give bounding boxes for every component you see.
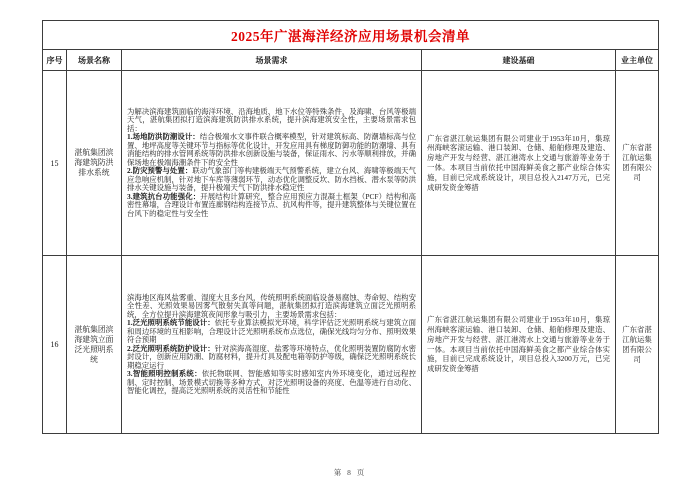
req-item-text: 开展结构计算研究，整合应用预应力混凝土框架（PCF）结构和高密性幕墙，合理设计布置连廊钢结构连接节点、抗风构件等，提升建筑整体与关键位置在台风下的稳定性与安全性 (127, 191, 417, 218)
title-row (43, 21, 659, 50)
req-item-label: 1.泛光照明系统节能设计： (127, 318, 215, 327)
scenario-name-cell: 湛航集团滨海建筑立面泛光照明系统 (67, 256, 122, 434)
req-item (127, 345, 416, 371)
column-header-name: 场景名称 (67, 50, 122, 71)
requirement-cell (122, 71, 422, 256)
header-row (43, 50, 659, 71)
owner-cell: 广东省湛江航运集团有限公司 (616, 71, 659, 256)
req-intro: 为解决滨海建筑面临的海洋环境、沿海地质、地下水位等特殊条件，及海啸、台风等极端天气，湛航集团拟打造滨海建筑防洪排水系统，提升滨海建筑安全性，主要场景需求包括： (127, 106, 416, 133)
column-header-basis: 建设基础 (422, 50, 616, 71)
req-item (127, 319, 416, 345)
opportunity-table (42, 20, 659, 434)
req-item (127, 167, 416, 193)
req-item-label: 1.场地防洪防潮设计： (127, 132, 200, 142)
req-item-text: 针对滨海高湿度、盐雾等环境特点，优化照明装置防腐防水密封设计，创新应用防潮、防腐材料，提升灯具及配电箱等防护等级，确保泛光照明系统长期稳定运行 (127, 343, 416, 370)
basis-cell: 广东省湛江航运集团有限公司建业于1953年10月，集琼州海峡客滚运输、港口装卸、仓储、船舶修理及建造、房地产开发与经营、湛江港湾水上交通与旅游等业务于一体。本项目当前依托中国海鲜美食之都产业综合体实施，目前已完成系统设计，项目总投入2147万元，已完成研发资金筹措 (422, 71, 616, 256)
req-item-text: 依托专业算法模拟光环境，科学评估泛光照明系统与建筑立面和周边环境的互相影响，合理设计泛光照明系统布点选位，确保光线均匀分布、照明效果符合预期 (127, 318, 416, 344)
req-item-text: 结合极端水文事件联合概率模型，针对建筑标高、防潮墙标高与位置、地坪高度等关键环节与指标等优化设计，开发应用具有梯度防御功能的防潮墙、具有消能结构的排水管网系统等防洪排水创新设施与装备，保证雨水、污水等顺利排放，并确保场地在极端海潮条件下的安全性 (127, 132, 416, 167)
req-item-label: 3.智能照明控制系统： (127, 369, 202, 378)
owner-cell: 广东省湛江航运集团有限公司 (616, 256, 659, 434)
scenario-name-cell: 湛航集团滨海建筑防洪排水系统 (67, 71, 122, 256)
column-header-requirement: 场景需求 (122, 50, 422, 71)
page-title: 2025年广湛海洋经济应用场景机会清单 (43, 21, 659, 50)
req-item (127, 133, 416, 167)
req-item-label: 2.防灾预警与处置： (127, 166, 193, 176)
req-item-text: 联动气象部门等构建极端天气预警系统，建立台风、海啸等极端天气应急响应机制，针对地下车库等薄弱环节，动态优化调整反坎、防水挡板、潜水泵等防洪排水关键设施与装备，提升极端天气下防洪排水稳定性 (127, 166, 416, 193)
column-header-owner: 业主单位 (616, 50, 659, 71)
req-item (127, 370, 416, 396)
page-footer: 第 8 页 (333, 468, 367, 477)
table-row (43, 256, 659, 434)
req-intro: 滨海地区海风盐雾重、湿度大且多台风，传统照明系统面临设备易腐蚀、寿命短、结构安全性差、光照效果易因雾气散射失真等问题，湛航集团拟打造滨海建筑立面泛光照明系统，全方位提升滨海建筑夜间形象与吸引力，主要场景需求包括： (127, 292, 416, 319)
column-header-seq: 序号 (43, 50, 67, 71)
table-row (43, 71, 659, 256)
seq-cell: 16 (43, 256, 67, 434)
req-item-label: 2.泛光照明系统防护设计： (127, 343, 215, 353)
req-item-label: 3.建筑抗台功能强化： (127, 191, 201, 201)
seq-cell: 15 (43, 71, 67, 256)
req-item (127, 193, 416, 219)
requirement-cell (122, 256, 422, 434)
basis-cell: 广东省湛江航运集团有限公司建业于1953年10月，集琼州海峡客滚运输、港口装卸、仓储、船舶修理及建造、房地产开发与经营、湛江港湾水上交通与旅游等业务于一体。本项目当前依托中国海鲜美食之都产业综合体实施，目前已完成系统设计，项目总投入3200万元，已完成研发资金筹措 (422, 256, 616, 434)
req-item-text: 依托物联网、智能感知等实时感知室内外环境变化，通过远程控制、定时控制、场景模式切换等多种方式，对泛光照明设备的亮度、色温等进行自动化、智能化调控，提高泛光照明系统的灵活性和节能性 (127, 369, 416, 395)
